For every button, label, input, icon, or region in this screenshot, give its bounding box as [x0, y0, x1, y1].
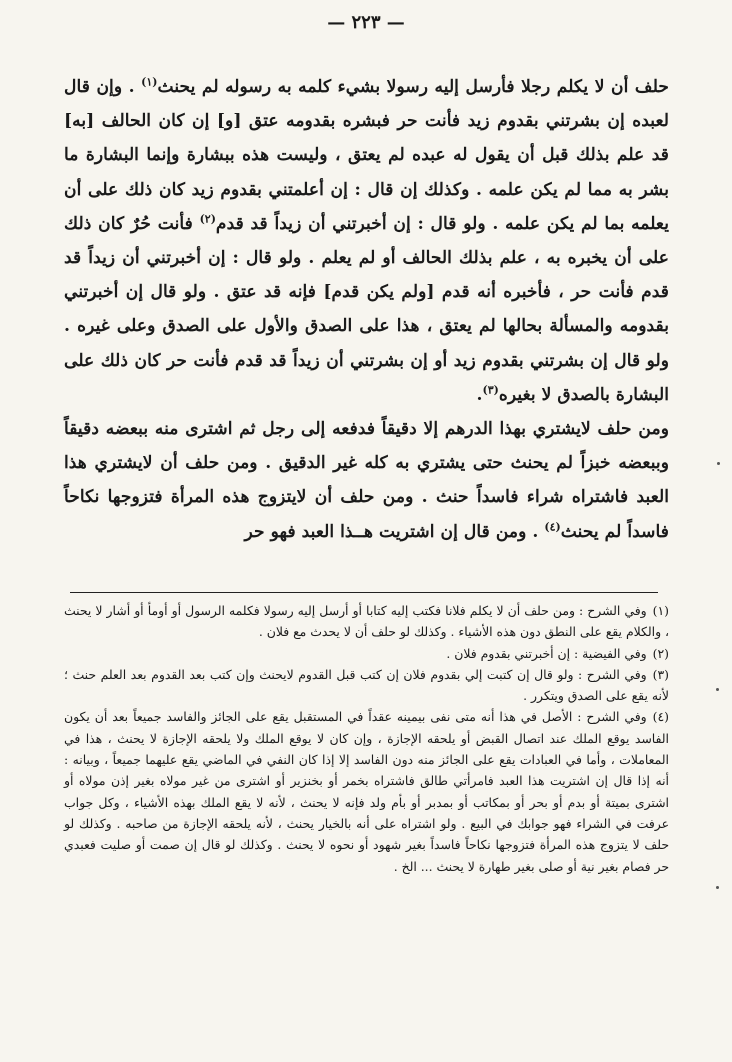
paragraph-1-part-a: حلف أن لا يكلم رجلا فأرسل إليه رسولا بشيء كلمه به رسوله لم يحنث	[157, 77, 670, 97]
paragraph-1	[64, 70, 669, 412]
footnote-3-mark: (٣)	[652, 666, 669, 682]
footnotes	[64, 600, 669, 877]
paragraph-1-part-b: . وإن قال لعبده إن بشرتني بقدوم زيد فأنت حر فبشره بقدومه عتق [و] إن كان الحالف [به] قد علم بذلك قبل أن يقول له عبده لم يعتق ، وليست هذه ببشارة وإنما البشارة ما بشر به مما لم يكن علمه . وكذلك إن قال : إن أعلمتني بقدوم زيد كان ذلك على أن يعلمه بما لم يكن علمه . ولو قال : إن أخبرتني أن زيداً قد قدم	[64, 77, 669, 234]
page-number: — ٢٢٣ —	[327, 12, 405, 33]
footnote-divider	[70, 592, 658, 593]
main-text	[64, 70, 669, 549]
footnote-1-mark: (١)	[652, 603, 669, 618]
footnote-ref-1: (١)	[141, 75, 158, 89]
footnote-4-text: وفي الشرح : الأصل في هذا أنه متى نفى بيمينه عقداً في المستقبل يقع على الجائز والفاسد جميعاً بعد أن يكون الفاسد يوقع الملك عند اتصال القبض أو يلحقه الإجازة ، وإن كان لا يوقع الملك ولا يلحقه الإجازة لا يحنث ، هذا في المعاملات ، وأما في العبادات يقع على الجائز منه دون الفاسد إلا إذا كان النفي في الماضي يقع عليهما جميعاً ، وبيانه : أنه إذا قال إن اشتريت هذا العبد فامرأتي طالق فاشتراه بخمر أو بخنزير أو اشترى من غير مولاه بغير إذن مولاه أو اشترى بميتة أو بدم أو بحر أو بمكاتب أو بمدبر أو بأم ولد فإنه لا يحنث ، لأنه لا يقع الملك بهذه الأشياء ، وكل جواب عرفت في الشراء فهو جوابك في البيع . ولو اشتراه على أنه بالخيار يحنث ، لأنه يلحقه الإجازة من صاحبه . وكذلك لو حلف لا يتزوج هذه المرأة فتزوجها نكاحاً فاسداً بغير شهود أو نحوه لا يحنث . وكذلك لو قال إن صمت أو صليت فعبدي حر فصام بغير نية أو صلى بغير طهارة لا يحنث ... الخ .	[64, 709, 669, 874]
paragraph-2-part-a: ومن حلف لايشتري بهذا الدرهم إلا دقيقاً فدفعه إلى رجل ثم اشترى منه ببعضه دقيقاً وببعضه خبزاً لم يحنث حتى يشتري به كله غير الدقيق . ومن حلف أن لايشتري هذا العبد فاشتراه شراء فاسداً حنث . ومن حلف أن لايتزوج هذه المرأة فتزوجها نكاحاً فاسداً لم يحنث	[64, 419, 669, 542]
scan-speck	[716, 886, 719, 889]
footnote-1-text: وفي الشرح : ومن حلف أن لا يكلم فلانا فكتب إليه كتابا أو أرسل إليه رسولا فكلمه الرسول أو أومأ أو أشار لا يحنث ، والكلام يقع على النطق دون هذه الأشياء . وكذلك لو حلف أن لا يحدث مع فلان .	[64, 603, 669, 640]
footnote-2-text: وفي الفيضية : إن أخبرتني بقدوم فلان .	[446, 645, 647, 661]
paragraph-2-part-b: . ومن قال إن اشتريت هــذا العبد فهو حر	[244, 521, 545, 542]
footnote-2	[64, 643, 669, 664]
footnote-1	[64, 600, 669, 643]
scan-speck	[716, 688, 719, 691]
scan-speck	[717, 462, 720, 465]
footnote-2-mark: (٢)	[652, 645, 669, 661]
footnote-3	[64, 664, 669, 707]
paragraph-1-part-c: فأنت حُرٌ كان ذلك على أن يخبره به ، علم بذلك الحالف أو لم يعلم . ولو قال : إن أخبرتني أن زيداً قد قدم فأنت حر ، فأخبره أنه قدم [ولم يكن قدم] فإنه قد عتق . ولو قال إن أخبرتني بقدومه والمسألة بحالها لم يعتق ، هذا على الصدق والأول على الصدق وعلى غيره . ولو قال إن بشرتني بقدوم زيد أو إن بشرتني أن زيداً قد قدم فأنت حر كان ذلك على البشارة بالصدق لا بغيره	[64, 213, 669, 405]
footnote-ref-3: (٣)	[482, 383, 499, 397]
paragraph-2	[64, 412, 669, 549]
footnote-3-text: وفي الشرح : ولو قال إن كتبت إلي بقدوم فلان إن كتب قبل القدوم لايحنث وإن كتب بعد القدوم بعد العلم حنث ؛ لأنه يقع على الصدق ويتكرر .	[64, 666, 669, 704]
footnote-ref-2: (٢)	[199, 212, 216, 226]
footnote-4-mark: (٤)	[652, 709, 669, 725]
footnote-ref-4: (٤)	[544, 519, 561, 533]
footnote-4	[64, 706, 669, 876]
paragraph-1-part-d: .	[476, 384, 483, 405]
